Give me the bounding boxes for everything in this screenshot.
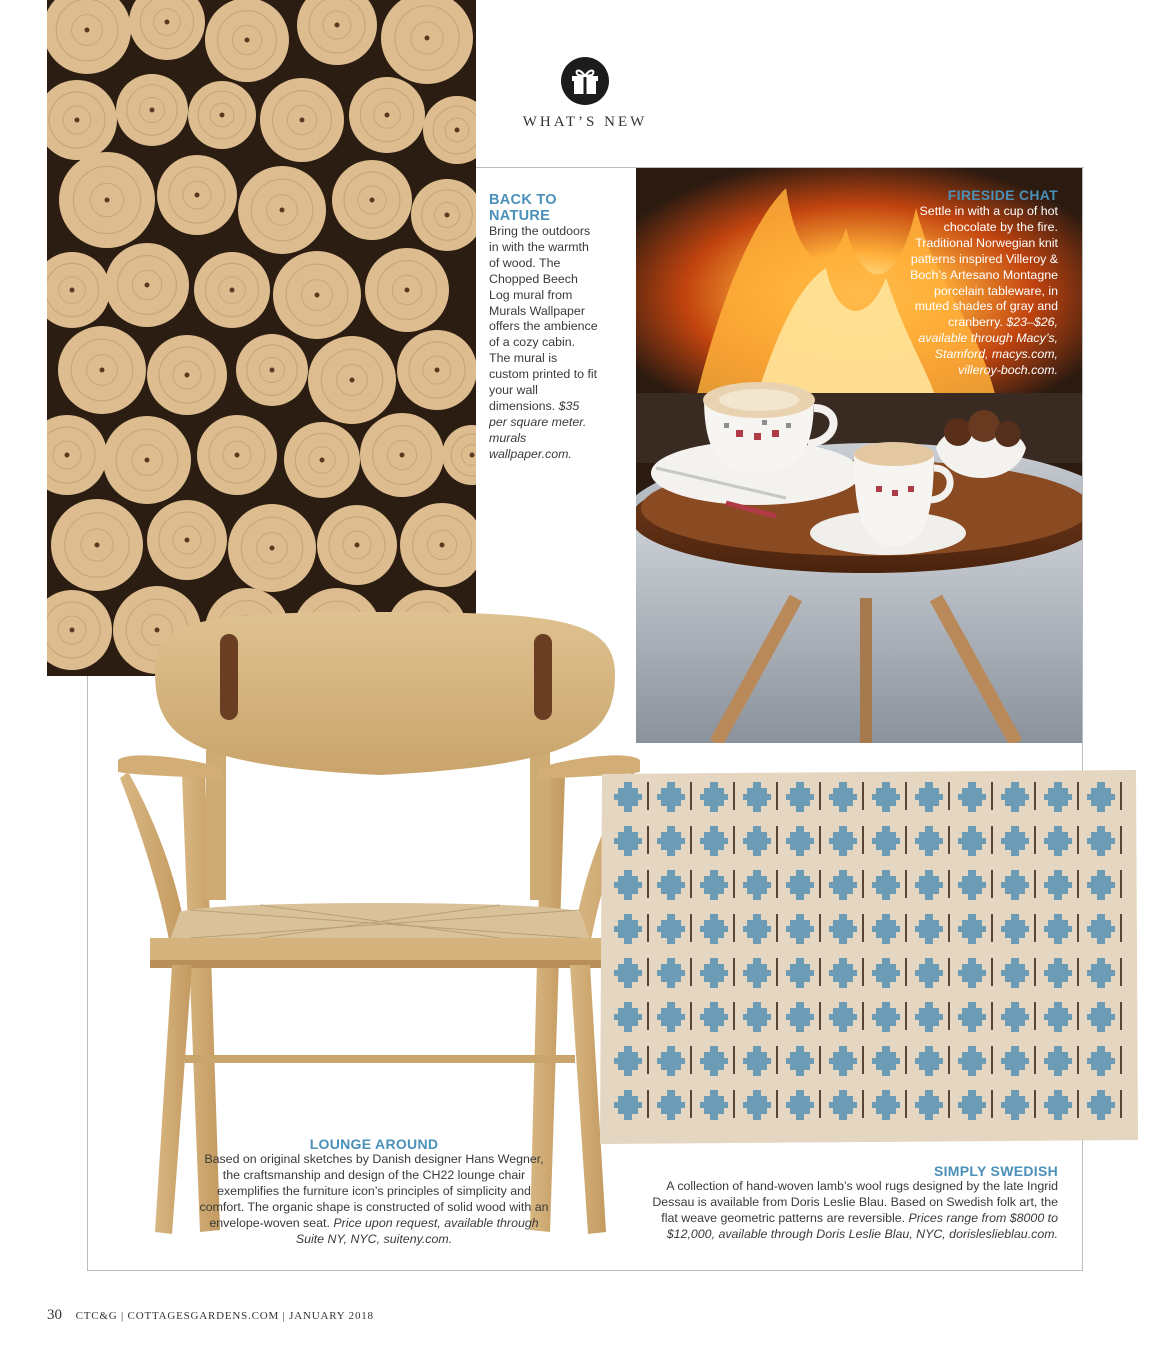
body-back-to-nature: Bring the outdoors in with the warmth of wood. The Chopped Beech Log mural from Murals Wallpaper offers the ambience of a cozy cabin. The mural is custom printed to fit your wall dimensions. (489, 224, 598, 413)
price-fireside-chat: $23–$26, available through Macy’s, Stamford, macys.com, villeroy-boch.com. (918, 315, 1058, 378)
heading-simply-swedish: SIMPLY SWEDISH (933, 1163, 1058, 1179)
price-simply-swedish: Prices range from $8000 to $12,000, available through Doris Leslie Blau, NYC, dorisleslieblau.com. (666, 1210, 1058, 1241)
price-back-to-nature: $35 per square meter. murals wallpaper.com. (489, 398, 587, 461)
frame-line-left (87, 676, 88, 1271)
frame-line-bottom (87, 1270, 1083, 1271)
heading-fireside-chat: FIRESIDE CHAT (947, 187, 1058, 203)
article-back-to-nature (489, 192, 599, 463)
heading-back-to-nature: BACK TO NATURE (489, 192, 557, 224)
body-fireside-chat: Settle in with a cup of hot chocolate by the fire. Traditional Norwegian knit patterns inspired Villeroy & Boch’s Artesano Montagne porcelain tableware, in muted shades of gray and cranberry. (910, 204, 1058, 330)
swedish-rug-photo (598, 768, 1140, 1146)
article-simply-swedish (640, 1163, 1058, 1243)
page-number: 30 (47, 1307, 62, 1323)
article-lounge-around (195, 1136, 553, 1247)
gift-icon (561, 57, 609, 105)
body-simply-swedish: A collection of hand-woven lamb’s wool rugs designed by the late Ingrid Dessau is available from Doris Leslie Blau. Based on Swedish folk art, the flat weave geometric patterns are reversible. (652, 1179, 1058, 1225)
page-footer (47, 1307, 374, 1324)
article-fireside-chat (900, 187, 1058, 379)
heading-lounge-around: LOUNGE AROUND (309, 1136, 439, 1152)
log-mural-image (47, 0, 476, 676)
publication-line: CTC&G | COTTAGESGARDENS.COM | JANUARY 2018 (75, 1310, 374, 1322)
section-title: WHAT’S NEW (522, 114, 648, 130)
price-lounge-around: Price upon request, available through Suite NY, NYC, suiteny.com. (295, 1215, 539, 1246)
body-lounge-around: Based on original sketches by Danish designer Hans Wegner, the craftsmanship and design of the CH22 lounge chair exemplifies the furniture icon’s principles of simplicity and comfort. The organic shape is constructed of solid wood with an envelope-woven seat. (199, 1152, 549, 1230)
